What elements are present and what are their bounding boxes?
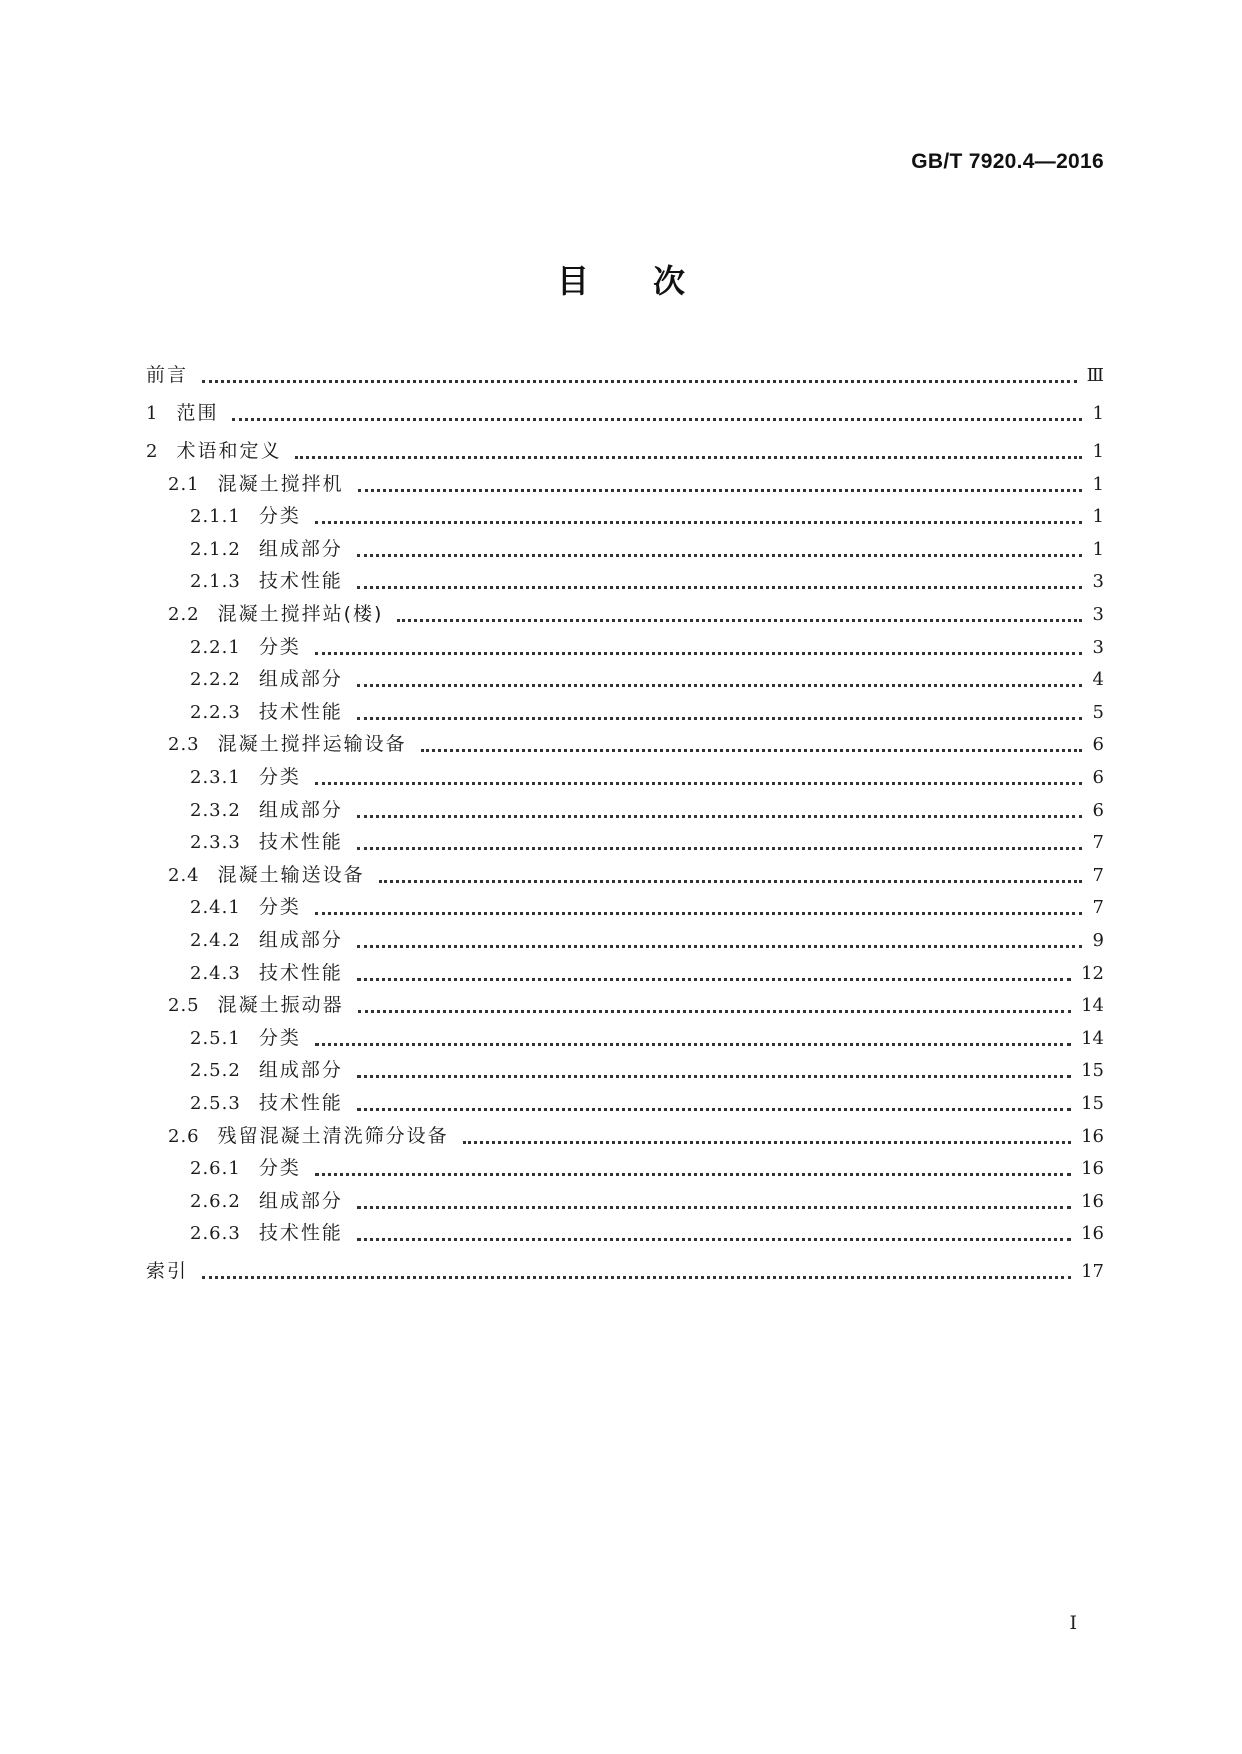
toc-entry-page: 14	[1081, 995, 1104, 1017]
toc-entry-number: 2.6	[168, 1125, 200, 1147]
toc-entry-page: 1	[1092, 441, 1104, 462]
toc-entry[interactable]	[190, 958, 1104, 988]
toc-entry[interactable]	[168, 990, 1104, 1020]
toc-entry-number: 2.6.2	[190, 1190, 241, 1212]
toc-entry-page: 14	[1081, 1027, 1104, 1049]
toc-entry-number: 2.3.1	[190, 767, 241, 788]
toc-entry-title: 混凝土搅拌运输设备	[217, 733, 407, 756]
toc-entry[interactable]	[168, 599, 1104, 629]
toc-entry[interactable]	[190, 1088, 1104, 1118]
toc-entry-title: 组成部分	[258, 798, 343, 821]
toc-dot-leader	[232, 418, 1082, 421]
toc-dot-leader	[357, 815, 1082, 818]
toc-entry-page: 12	[1081, 962, 1104, 984]
toc-dot-leader	[315, 912, 1082, 915]
toc-entry-title: 组成部分	[258, 537, 343, 560]
toc-dot-leader	[357, 1206, 1071, 1209]
toc-dot-leader	[357, 1108, 1071, 1111]
toc-entry-number: 2.4.1	[190, 897, 241, 919]
toc-entry-number: 2.6.1	[190, 1158, 241, 1180]
toc-dot-leader	[357, 945, 1082, 948]
toc-dot-leader	[463, 1141, 1071, 1144]
toc-entry-page: 3	[1092, 636, 1104, 658]
toc-dot-leader	[202, 380, 1077, 383]
toc-entry-number: 2.1	[168, 473, 200, 495]
toc-entry-title: 残留混凝土清洗筛分设备	[217, 1124, 449, 1147]
toc-dot-leader	[357, 1238, 1071, 1241]
toc-entry-number: 2.4.3	[190, 962, 241, 984]
toc-entry[interactable]	[190, 1186, 1104, 1216]
toc-entry-number: 2.3	[168, 734, 200, 756]
toc-entry-page: 7	[1092, 832, 1104, 854]
toc-entry[interactable]	[190, 1153, 1104, 1183]
toc-entry-title: 分类	[258, 505, 301, 528]
toc-entry-number: 2.1.2	[190, 538, 241, 560]
toc-entry-title: 混凝土搅拌站(楼)	[217, 603, 384, 625]
toc-entry[interactable]	[190, 925, 1104, 955]
toc-entry[interactable]	[190, 827, 1104, 857]
toc-entry-title: 混凝土振动器	[217, 994, 344, 1017]
toc-dot-leader	[421, 749, 1082, 752]
toc-entry-number: 1	[146, 403, 159, 424]
toc-entry-title: 范围	[176, 402, 219, 424]
toc-dot-leader	[315, 1043, 1071, 1046]
toc-dot-leader	[295, 456, 1082, 459]
toc-entry[interactable]	[146, 1256, 1104, 1286]
toc-entry[interactable]	[168, 860, 1104, 890]
toc-entry-page: 6	[1092, 767, 1104, 788]
toc-entry-title: 分类	[258, 896, 301, 919]
toc-entry-page: 6	[1092, 734, 1104, 756]
toc-dot-leader	[358, 1010, 1071, 1013]
toc-entry-title: 技术性能	[258, 831, 343, 854]
toc-entry[interactable]	[190, 501, 1104, 531]
toc-entry[interactable]	[146, 360, 1104, 390]
toc-dot-leader	[357, 1075, 1071, 1078]
toc-entry-page: 7	[1092, 897, 1104, 919]
toc-entry-title: 混凝土输送设备	[217, 863, 365, 886]
toc-entry-number: 2.3.2	[190, 799, 241, 821]
toc-dot-leader	[357, 684, 1082, 687]
toc-dot-leader	[315, 521, 1082, 524]
toc-entry-title: 技术性能	[258, 570, 343, 593]
toc-entry-page: 16	[1081, 1190, 1104, 1212]
toc-entry-title: 组成部分	[258, 1059, 343, 1082]
toc-entry-page: 16	[1081, 1223, 1104, 1245]
toc-dot-leader	[315, 652, 1082, 655]
toc-entry[interactable]	[190, 566, 1104, 596]
toc-entry[interactable]	[168, 729, 1104, 759]
toc-entry-title: 技术性能	[258, 961, 343, 984]
toc-dot-leader	[357, 554, 1082, 557]
toc-entry-title: 前言	[146, 364, 189, 386]
toc-entry[interactable]	[190, 664, 1104, 694]
toc-dot-leader	[315, 782, 1082, 785]
toc-entry-title: 分类	[258, 1157, 301, 1180]
toc-entry-title: 组成部分	[258, 929, 343, 951]
footer-page-number: I	[1069, 1612, 1077, 1634]
toc-entry-title: 组成部分	[258, 1189, 343, 1212]
toc-entry-title: 分类	[258, 766, 301, 788]
toc-entry[interactable]	[190, 1023, 1104, 1053]
toc-entry-number: 2.3.3	[190, 832, 241, 854]
toc-entry-page: 16	[1081, 1158, 1104, 1180]
toc-entry-page: 3	[1092, 604, 1104, 625]
toc-entry[interactable]	[190, 534, 1104, 564]
toc-entry-page: 5	[1092, 701, 1104, 723]
toc-entry-number: 2.4.2	[190, 930, 241, 951]
toc-entry-title: 技术性能	[258, 1092, 343, 1114]
toc-entry-page: 15	[1081, 1093, 1104, 1114]
toc-entry-title: 分类	[258, 635, 301, 658]
toc-entry[interactable]	[190, 632, 1104, 662]
toc-entry-title: 术语和定义	[176, 440, 282, 462]
toc-entry[interactable]	[146, 398, 1104, 428]
toc-entry-number: 2.1.3	[190, 571, 241, 593]
toc-dot-leader	[357, 586, 1082, 589]
toc-entry-page: 15	[1081, 1060, 1104, 1082]
toc-entry-page: 16	[1081, 1125, 1104, 1147]
toc-dot-leader	[357, 978, 1071, 981]
toc-entry[interactable]	[168, 469, 1104, 499]
toc-heading: 目次	[556, 262, 749, 300]
toc-entry[interactable]	[190, 1218, 1104, 1248]
toc-entry-number: 2	[146, 441, 159, 462]
toc-entry-number: 2.2.2	[190, 669, 241, 691]
toc-entry-number: 2.6.3	[190, 1223, 241, 1245]
toc-entry[interactable]	[190, 892, 1104, 922]
toc-entry[interactable]	[168, 1121, 1104, 1151]
toc-entry-page: Ⅲ	[1086, 365, 1104, 386]
toc-entry-title: 技术性能	[258, 1222, 343, 1245]
toc-entry-page: 1	[1092, 473, 1104, 495]
toc-entry-number: 2.5	[168, 995, 200, 1017]
toc-entry-page: 4	[1092, 669, 1104, 691]
toc-entry-title: 技术性能	[258, 700, 343, 723]
toc-entry[interactable]	[190, 1055, 1104, 1085]
toc-entry-page: 7	[1092, 864, 1104, 886]
toc-entry-number: 2.5.3	[190, 1093, 241, 1114]
toc-entry-page: 1	[1092, 506, 1104, 528]
toc-entry-number: 2.5.2	[190, 1060, 241, 1082]
toc-entry[interactable]	[146, 436, 1104, 466]
toc-entry-number: 2.5.1	[190, 1027, 241, 1049]
toc-entry-number: 2.4	[168, 864, 200, 886]
toc-entry[interactable]	[190, 762, 1104, 792]
toc-entry-page: 3	[1092, 571, 1104, 593]
toc-dot-leader	[358, 489, 1082, 492]
toc-entry-title: 分类	[258, 1026, 301, 1049]
toc-dot-leader	[357, 717, 1082, 720]
toc-dot-leader	[379, 880, 1082, 883]
toc-entry-number: 2.1.1	[190, 506, 241, 528]
toc-entry-page: 9	[1092, 930, 1104, 951]
toc-dot-leader	[315, 1173, 1071, 1176]
toc-entry-number: 2.2.3	[190, 701, 241, 723]
toc-entry-page: 6	[1092, 799, 1104, 821]
toc-entry-page: 1	[1092, 538, 1104, 560]
toc-entry[interactable]	[190, 697, 1104, 727]
standard-code: GB/T 7920.4—2016	[911, 150, 1104, 173]
toc-entry-title: 组成部分	[258, 668, 343, 691]
toc-dot-leader	[202, 1276, 1071, 1279]
toc-entry-title: 索引	[146, 1260, 189, 1283]
toc-entry-number: 2.2	[168, 604, 200, 625]
toc-entry-page: 1	[1092, 403, 1104, 424]
toc-entry-number: 2.2.1	[190, 636, 241, 658]
toc-entry-page: 17	[1081, 1261, 1104, 1283]
toc-dot-leader	[397, 619, 1082, 622]
toc-entry-title: 混凝土搅拌机	[217, 472, 344, 495]
toc-entry[interactable]	[190, 795, 1104, 825]
toc-dot-leader	[357, 847, 1082, 850]
